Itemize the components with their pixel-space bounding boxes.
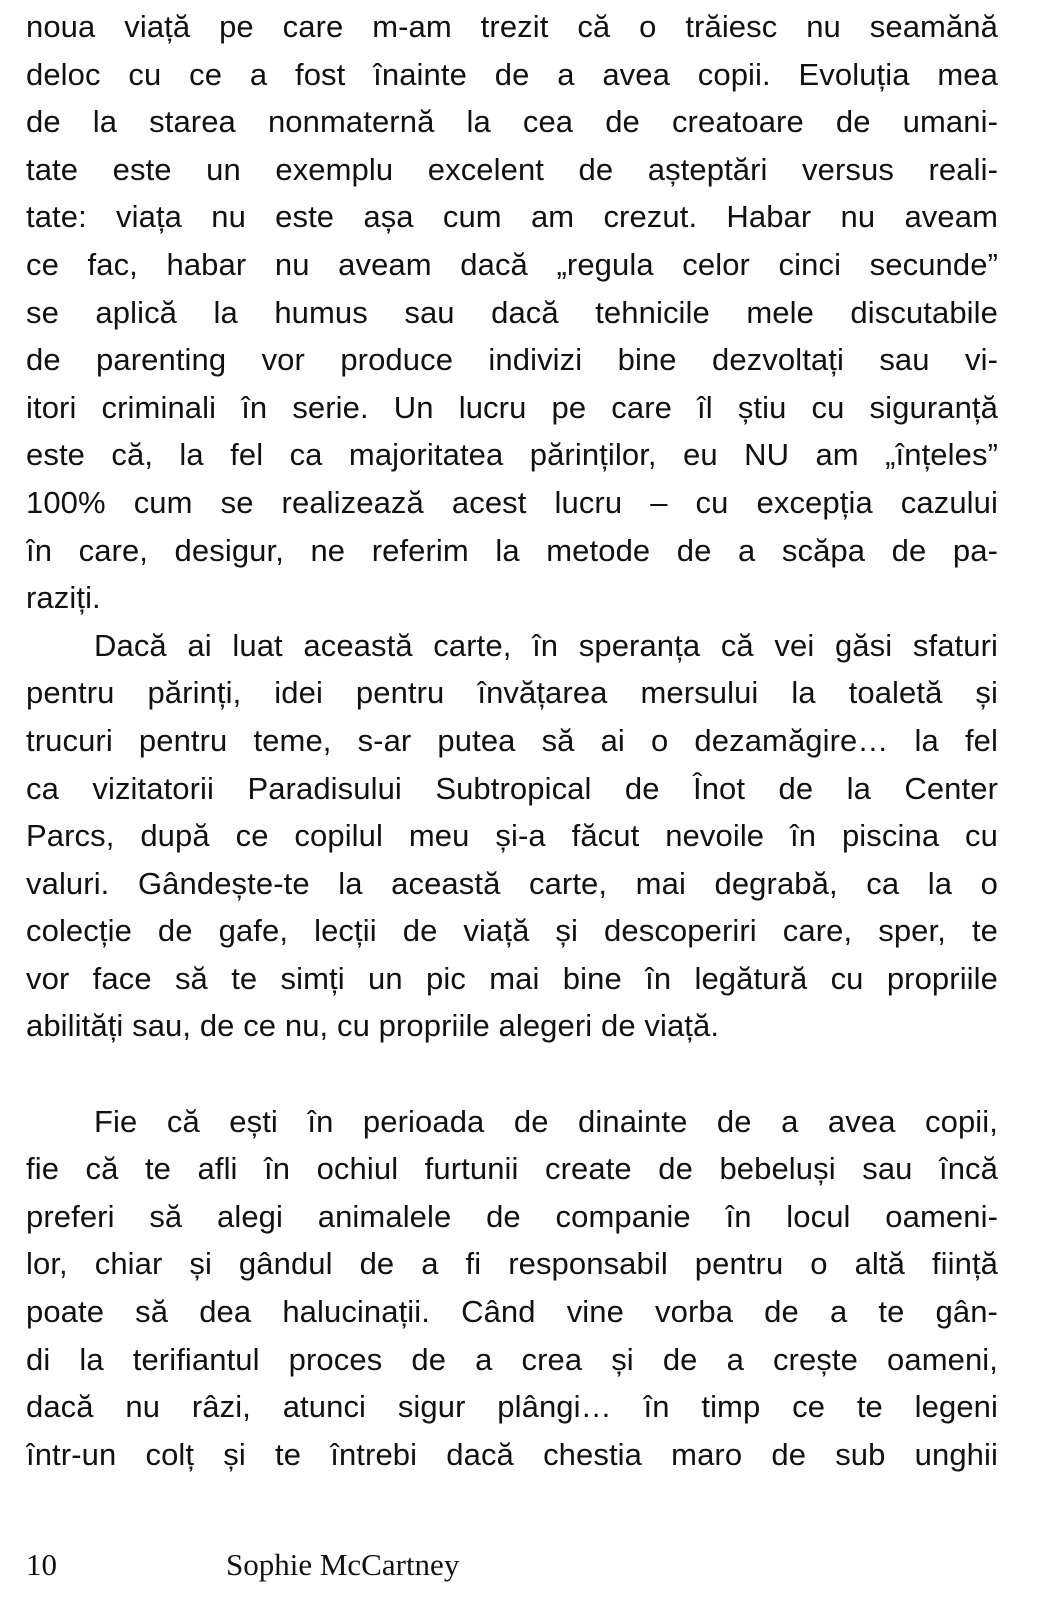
text-line: fie că te afli în ochiul furtunii create de bebeluși sau încă xyxy=(26,1151,998,1187)
text-line: valuri. Gândește-te la această carte, mai degrabă, ca la o xyxy=(26,865,998,901)
text-line: de parenting vor produce indivizi bine dezvoltați sau vi- xyxy=(26,342,998,378)
text-line: Dacă ai luat această carte, în speranța că vei găsi sfaturi xyxy=(94,627,998,663)
text-line: dacă nu râzi, atunci sigur plângi… în timp ce te legeni xyxy=(26,1389,998,1425)
text-line: de la starea nonmaternă la cea de creatoare de umani- xyxy=(26,104,998,140)
text-line: tate: viața nu este așa cum am crezut. Habar nu aveam xyxy=(26,199,998,235)
text-line: pentru părinți, idei pentru învățarea mersului la toaletă și xyxy=(26,675,998,711)
text-line: tate este un exemplu excelent de așteptări versus reali- xyxy=(26,151,998,187)
text-line: poate să dea halucinații. Când vine vorba de a te gân- xyxy=(26,1294,998,1330)
text-line: preferi să alegi animalele de companie în locul oameni- xyxy=(26,1198,998,1234)
text-line: ce fac, habar nu aveam dacă „regula celor cinci secunde” xyxy=(26,246,998,282)
text-line: în care, desigur, ne referim la metode de a scăpa de pa- xyxy=(26,532,998,568)
text-line: raziți. xyxy=(26,580,101,616)
text-line: trucuri pentru teme, s-ar putea să ai o dezamăgire… la fel xyxy=(26,722,998,758)
text-line: deloc cu ce a fost înainte de a avea copii. Evoluția mea xyxy=(26,56,998,92)
text-line: colecție de gafe, lecții de viață și descoperiri care, sper, te xyxy=(26,913,998,949)
text-line: abilități sau, de ce nu, cu propriile alegeri de viață. xyxy=(26,1008,720,1044)
text-line: noua viață pe care m-am trezit că o trăiesc nu seamănă xyxy=(26,9,998,44)
page-number: 10 xyxy=(26,1547,57,1582)
page-footer xyxy=(26,1543,726,1587)
text-line: di la terifiantul proces de a crea și de a crește oameni, xyxy=(26,1341,998,1377)
text-line: într-un colț și te întrebi dacă chestia maro de sub unghii xyxy=(26,1436,998,1472)
text-line: se aplică la humus sau dacă tehnicile mele discutabile xyxy=(26,294,998,330)
body-text xyxy=(26,3,998,1478)
paragraph-1 xyxy=(26,3,998,622)
text-line: vor face să te simți un pic mai bine în legătură cu propriile xyxy=(26,960,998,996)
text-line: Parcs, după ce copilul meu și-a făcut nevoile în piscina cu xyxy=(26,818,998,854)
paragraph-2 xyxy=(26,622,998,1050)
running-header-author: Sophie McCartney xyxy=(226,1547,460,1582)
paragraph-3 xyxy=(26,1098,998,1479)
text-line: ca vizitatorii Paradisului Subtropical de Înot de la Center xyxy=(26,770,998,806)
text-line: itori criminali în serie. Un lucru pe care îl știu cu siguranță xyxy=(26,389,998,425)
text-line: lor, chiar și gândul de a fi responsabil pentru o altă ființă xyxy=(26,1246,998,1282)
text-line: 100% cum se realizează acest lucru – cu excepția cazului xyxy=(26,484,998,520)
section-break xyxy=(26,1050,998,1098)
text-line: Fie că ești în perioada de dinainte de a avea copii, xyxy=(94,1103,998,1139)
text-line: este că, la fel ca majoritatea părinților, eu NU am „înțeles” xyxy=(26,437,998,473)
